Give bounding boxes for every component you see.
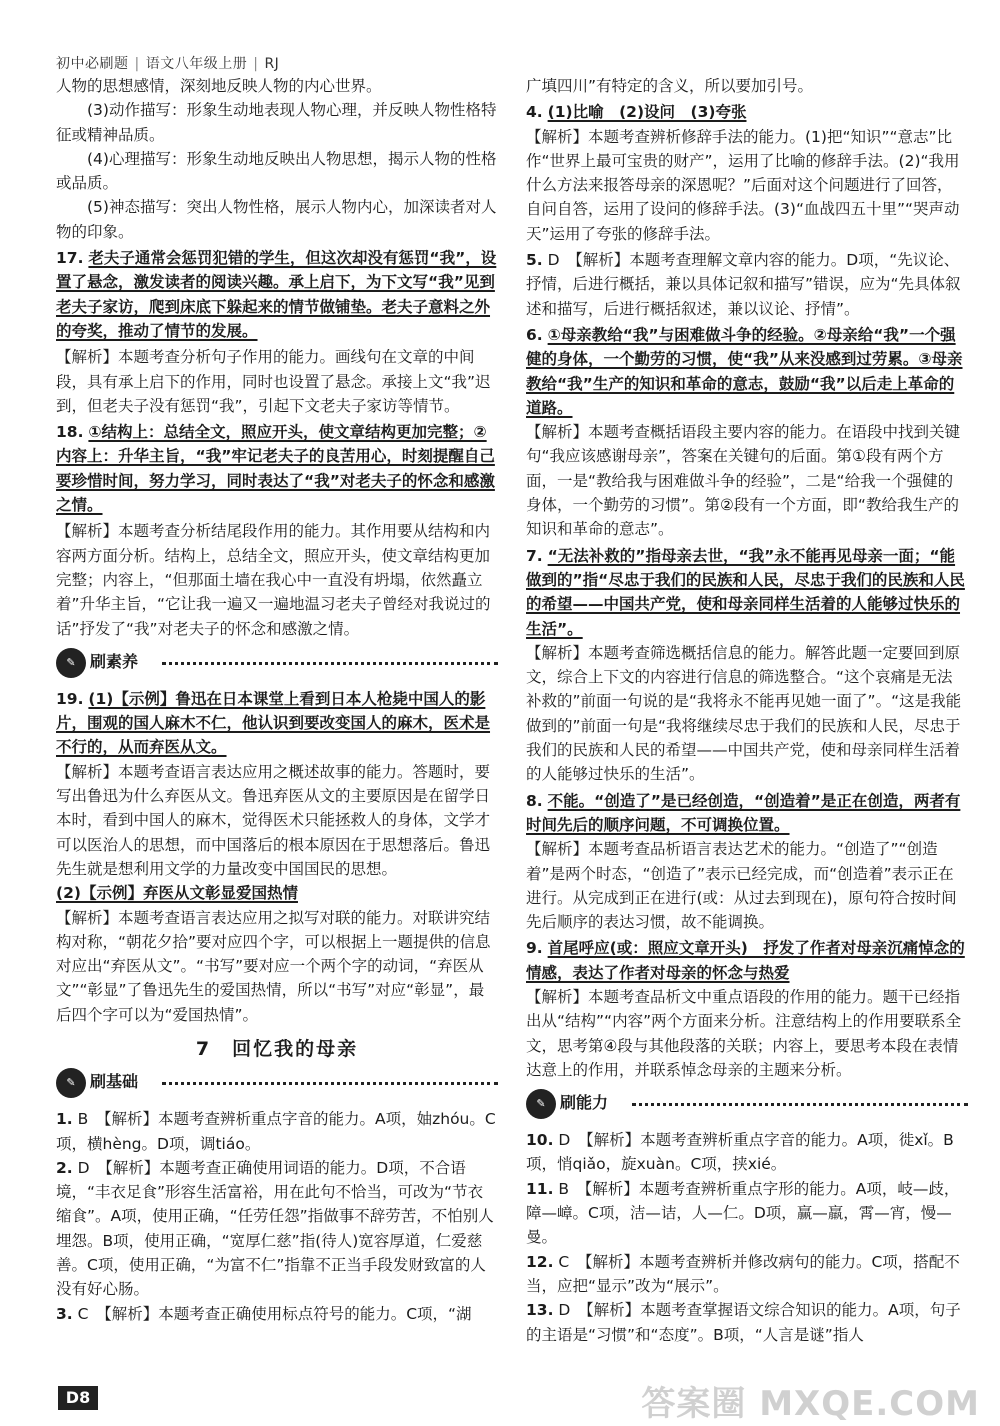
question-number: 10.	[526, 1131, 554, 1150]
analysis-7: 【解析】本题考查筛选概括信息的能力。解答此题一定要回到原文，综合上下文的内容进行信息的筛选整合。“这个哀痛是无法补救的”前面一句说的是“我将永不能再见她一面了”。“这是我能做到的”前面一句是“我将继续尽忠于我们的民族和人民，尽忠于我们的民族和人民的希望——中国共产党，使和母亲同样生活着的人能够过快乐的生活”。	[526, 643, 962, 784]
edition-label: RJ	[264, 56, 280, 72]
question-number: 8.	[526, 791, 543, 810]
question-number: 9.	[526, 939, 543, 958]
answer-text: D 【解析】本题考查掌握语文综合知识的能力。A项，句子的主语是“习惯”和“态度”。B项，“人言是谜”指人	[526, 1301, 961, 1344]
analysis-9: 【解析】本题考查品析文中重点语段的作用的能力。题干已经指出从“结构”“内容”两个方面来分析。注意结构上的作用要联系全文，思考第④段与其他段落的关联；内容上，要思考本段在表情达意上的作用，并联系悼念母亲的主题来分析。	[526, 987, 962, 1079]
section-banner-basics	[56, 1067, 498, 1099]
answer-text: D 【解析】本题考查正确使用词语的能力。D项，不合语境，“丰衣足食”形容生活富裕，用在此句不恰当，可改为“节衣缩食”。A项，使用正确，“任劳任怨”指做事不辞劳苦，不怕别人埋怨。B项，使用正确，“宽厚仁慈”指(待人)宽容厚道，仁爱慈善。C项，使用正确，“为富不仁”指靠不正当手段发财致富的人没有好心肠。	[56, 1158, 494, 1299]
answer-8	[526, 789, 968, 838]
question-number: 2.	[56, 1158, 73, 1177]
question-number: 4.	[526, 103, 543, 122]
paragraph: 人物的思想感情，深刻地反映人物的内心世界。	[56, 77, 382, 95]
paragraph: (5)神态描写：突出人物性格，展示人物内心，加深读者对人物的印象。	[56, 198, 497, 241]
banner-label: 刷素养	[90, 651, 139, 671]
answer-6	[526, 323, 968, 420]
watermark: 答案圈 MXQE.COM	[641, 1383, 980, 1424]
question-number: 3.	[56, 1304, 73, 1323]
question-number: 18.	[56, 423, 84, 442]
question-number: 5.	[526, 251, 543, 270]
left-column	[56, 74, 498, 1326]
banner-label: 刷基础	[90, 1072, 139, 1092]
answer-12	[526, 1250, 968, 1299]
answer-2	[56, 1156, 498, 1302]
question-number: 17.	[56, 249, 84, 268]
answer-5	[526, 248, 968, 321]
answer-text: (1)比喻 (2)设问 (3)夸张	[547, 103, 747, 122]
answer-text: 老夫子通常会惩罚犯错的学生，但这次却没有惩罚“我”，设置了悬念，激发读者的阅读兴趣。承上启下，为下文写“我”见到老夫子家访，爬到床底下躲起来的情节做铺垫。老夫子意料之外的夸奖，推动了情节的发展。	[56, 249, 497, 340]
analysis-19-1: 【解析】本题考查语言表达应用之概述故事的能力。答题时，要写出鲁迅为什么弃医从文。鲁迅弃医从文的主要原因是在留学日本时，看到中国人的麻木，觉得医术只能拯救人的身体，文学才可以医治人的思想，而中国落后的根本原因在于思想落后。鲁迅先生就是想利用文学的力量改变中国国民的思想。	[56, 762, 491, 878]
brush-badge-icon: ✎	[56, 648, 86, 678]
question-number: 7.	[526, 546, 543, 565]
question-number: 12.	[526, 1252, 554, 1271]
answer-4	[526, 100, 968, 124]
running-header: 初中必刷题 | 语文八年级上册 | RJ	[56, 56, 280, 72]
banner-label: 刷能力	[560, 1093, 609, 1113]
analysis-8: 【解析】本题考查品析语言表达艺术的能力。“创造了”“创造着”是两个时态，“创造了”表示已经完成，而“创造着”表示正在进行。从完成到正在进行(或：从过去到现在)，原句符合按时间先后顺序的表达习惯，故不能调换。	[526, 840, 957, 932]
lesson-title: 7 回忆我的母亲	[195, 1037, 359, 1060]
answer-1	[56, 1107, 498, 1156]
analysis-18: 【解析】本题考查分析结尾段作用的能力。其作用要从结构和内容两方面分析。结构上，总结全文，照应开头，使文章结构更加完整；内容上，“但那面土墙在我心中一直没有坍塌，依然矗立着”升华主旨，“它让我一遍又一遍地温习老夫子曾经对我说过的话”抒发了“我”对老夫子的怀念和感激之情。	[56, 522, 491, 638]
answer-text: ①母亲教给“我”与困难做斗争的经验。②母亲给“我”一个强健的身体，一个勤劳的习惯，使“我”从来没感到过劳累。③母亲教给“我”生产的知识和革命的意志，鼓励“我”以后走上革命的道路。	[526, 325, 963, 417]
question-number: 13.	[526, 1301, 554, 1320]
paragraph: (4)心理描写：形象生动地反映出人物思想，揭示人物的性格或品质。	[56, 149, 497, 193]
analysis-17: 【解析】本题考查分析句子作用的能力。画线句在文章的中间段，具有承上启下的作用，同时也设置了悬念。承接上文“我”迟到，但老夫子没有惩罚“我”，引起下文老夫子家访等情节。	[56, 348, 491, 415]
answer-text: 首尾呼应(或：照应文章开头) 抒发了作者对母亲沉痛悼念的情感，表达了作者对母亲的怀念与热爱	[526, 939, 965, 982]
answer-text: 不能。“创造了”是已经创造，“创造着”是正在创造，两者有时间先后的顺序问题，不可调换位置。	[526, 791, 961, 834]
answer-18	[56, 420, 498, 517]
answer-9	[526, 936, 968, 985]
answer-10	[526, 1128, 968, 1177]
paragraph: 广填四川”有特定的含义，所以要加引号。	[526, 77, 814, 95]
answer-text: C 【解析】本题考查辨析并修改病句的能力。C项，搭配不当，应把“显示”改为“展示”。	[526, 1252, 960, 1295]
page-number: D8	[58, 1386, 98, 1410]
question-number: 6.	[526, 325, 543, 344]
analysis-19-2: 【解析】本题考查语言表达应用之拟写对联的能力。对联讲究结构对称，“朝花夕拾”要对应四个字，可以根据上一题提供的信息对应出“弃医从文”。“书写”要对应一个两个字的动词，“弃医从文”“彰显”了鲁迅先生的爱国热情，所以“书写”对应“彰显”，最后四个字可以为“爱国热情”。	[56, 908, 491, 1024]
analysis-6: 【解析】本题考查概括语段主要内容的能力。在语段中找到关键句“我应该感谢母亲”，答案在关键句的后面。第①段有两个方面，一是“教给我与困难做斗争的经验”，二是“给我一个强健的身体，一个勤劳的习惯”。第②段有一个方面，即“教给我生产的知识和革命的意志”。	[526, 423, 961, 539]
answer-text: ①结构上：总结全文，照应开头，使文章结构更加完整；②内容上：升华主旨，“我”牢记老夫子的良苦用心，时刻提醒自己要珍惜时间，努力学习，同时表达了“我”对老夫子的怀念和感激之情。	[56, 423, 495, 515]
answer-17	[56, 246, 498, 343]
answer-11	[526, 1177, 968, 1250]
answer-text: B 【解析】本题考查辨析重点字音的能力。A项，妯zhóu。C项，横hèng。D项，调tiáo。	[56, 1110, 496, 1153]
answer-7	[526, 544, 968, 641]
right-column	[526, 74, 968, 1347]
answer-3	[56, 1302, 498, 1326]
answer-text: B 【解析】本题考查辨析重点字形的能力。A项，岐—歧，障—嶂。C项，洁—诘，人—仁。D项，赢—羸，霄—宵，慢—曼。	[526, 1179, 960, 1247]
question-number: 1.	[56, 1110, 73, 1129]
answer-text: “无法补救的”指母亲去世，“我”永不能再见母亲一面；“能做到的”指“尽忠于我们的民族和人民，尽忠于我们的民族和人民的希望——中国共产党，使和母亲同样生活着的人能够过快乐的生活”。	[526, 546, 965, 638]
section-banner-ability	[526, 1088, 968, 1120]
dotted-divider	[162, 662, 498, 665]
dotted-divider	[162, 1082, 498, 1085]
section-banner-literacy	[56, 647, 498, 679]
paragraph: (3)动作描写：形象生动地表现人物心理，并反映人物性格特征或精神品质。	[56, 101, 497, 144]
analysis-4: 【解析】本题考查辨析修辞手法的能力。(1)把“知识”“意志”比作“世界上最可宝贵的财产”，运用了比喻的修辞手法。(2)“我用什么方法来报答母亲的深恩呢？”后面对这个问题进行了回答，自问自答，运用了设问的修辞手法。(3)“血战四五十里”“哭声动天”运用了夸张的修辞手法。	[526, 127, 960, 243]
question-number: 19.	[56, 689, 84, 708]
answer-13	[526, 1298, 968, 1347]
question-number: 11.	[526, 1179, 554, 1198]
dotted-divider	[632, 1103, 968, 1106]
answer-19-2: (2)【示例】弃医从文彰显爱国热情	[56, 884, 298, 903]
brush-badge-icon: ✎	[56, 1068, 86, 1098]
book-title: 初中必刷题	[56, 56, 129, 72]
answer-text: D 【解析】本题考查辨析重点字音的能力。A项，徙xǐ。B项，悄qiǎo，旋xuàn。C项，挟xié。	[526, 1131, 954, 1174]
brush-badge-icon: ✎	[526, 1089, 556, 1119]
answer-text: (1)【示例】鲁迅在日本课堂上看到日本人枪毙中国人的影片，围观的国人麻木不仁，他认识到要改变国人的麻木，医术是不行的，从而弃医从文。	[56, 689, 491, 757]
answer-text: D 【解析】本题考查理解文章内容的能力。D项，“先议论、抒情，后进行概括，兼以具体记叙和描写”错误，应为“先具体叙述和描写，后进行概括叙述，兼以议论、抒情”。	[526, 251, 961, 318]
subject-title: 语文八年级上册	[145, 56, 248, 72]
answer-19	[56, 687, 498, 760]
answer-text: C 【解析】本题考查正确使用标点符号的能力。C项，“湖	[77, 1304, 472, 1323]
